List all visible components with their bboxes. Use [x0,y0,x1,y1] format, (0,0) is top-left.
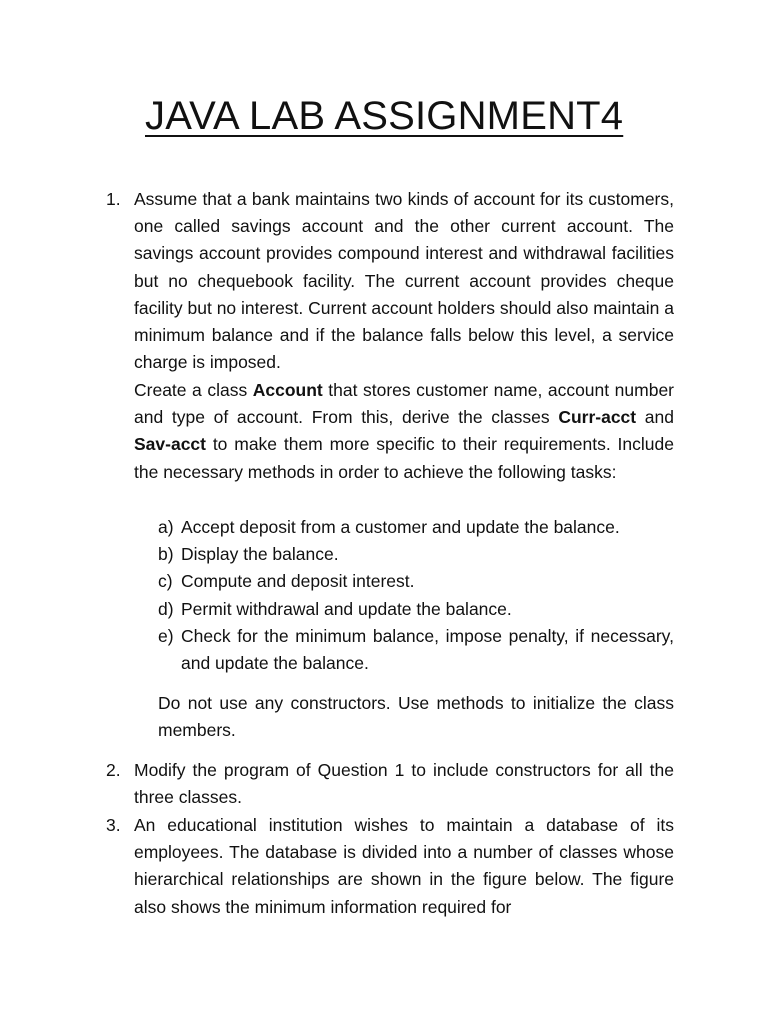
class-name-sav-acct: Sav-acct [134,434,206,455]
question-1-paragraph-2 [134,377,674,486]
task-d-letter: d) [158,599,174,619]
task-a-letter: a) [158,517,174,537]
question-3-number: 3. [106,815,121,835]
class-name-account: Account [252,380,323,400]
task-b-text: Display the balance. [181,544,339,564]
class-name-curr-acct: Curr-acct [558,407,637,428]
task-c-letter: c) [158,571,173,591]
question-1-number: 1. [106,189,121,209]
page-title: JAVA LAB ASSIGNMENT4 [145,94,624,138]
task-e-text: Check for the minimum balance, impose penalty, if necessary, and update the balance. [181,626,674,674]
task-b-letter: b) [158,544,174,564]
question-3-text: An educational institution wishes to maintain a database of its employees. The database is divided into a number of classes whose hierarchical relationships are shown in the figure below. The figure also shows the minimum information required for [134,815,674,917]
q1-p2-text-1: Create a class [134,380,253,400]
task-d-text: Permit withdrawal and update the balance. [181,599,512,619]
q1-p2-text-4: to make them more specific to their requirements. Include the necessary methods in order to achieve the following tasks: [134,434,674,482]
task-e-letter: e) [158,626,174,646]
q1-p2-text-3: and [636,407,674,428]
question-2-text: Modify the program of Question 1 to include constructors for all the three classes. [134,760,674,808]
q1-p2-text-2: that stores customer name, account number and type of account. From this, derive the classes [134,380,675,428]
task-a-text: Accept deposit from a customer and update the balance. [181,517,620,537]
question-1-paragraph-1: Assume that a bank maintains two kinds of account for its customers, one called savings account and the other current account. The savings account provides compound interest and withdrawal facilities but no chequebook facility. The current account provides cheque facility but no interest. Current account holders should also maintain a minimum balance and if the balance falls below this level, a service charge is imposed. [134,189,674,373]
task-c-text: Compute and deposit interest. [181,571,415,591]
question-1-note: Do not use any constructors. Use methods to initialize the class members. [158,693,674,741]
question-2-number: 2. [106,760,121,780]
